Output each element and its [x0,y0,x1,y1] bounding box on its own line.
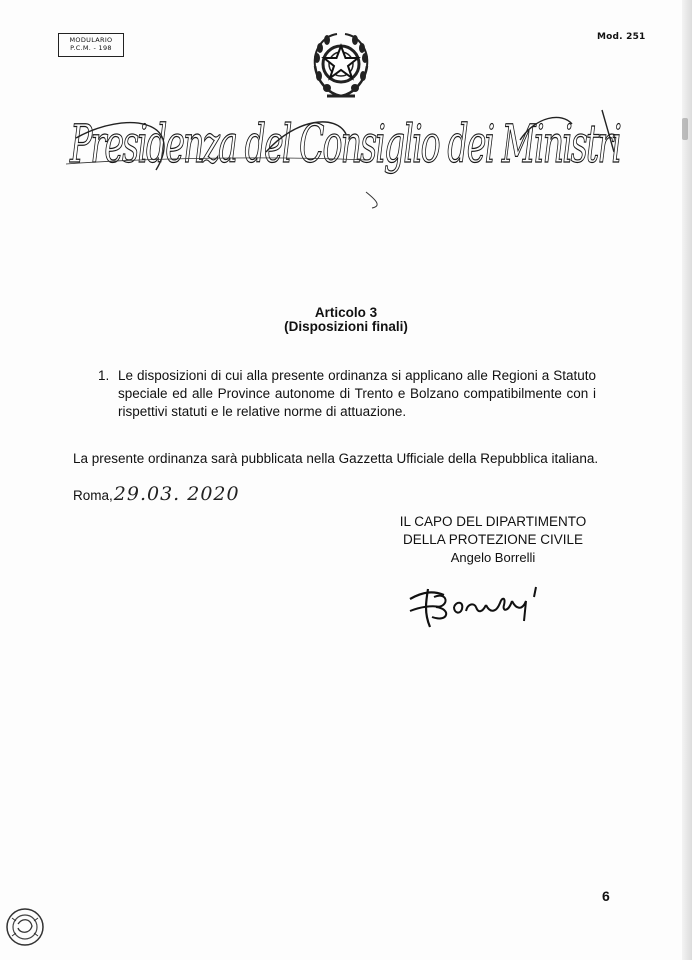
signatory-title-line2: DELLA PROTEZIONE CIVILE [402,532,584,547]
handwritten-signature [404,577,554,631]
place-date [73,483,240,505]
list-item-text: Le disposizioni di cui alla presente ordinanza si applicano alle Regioni a Statuto speciale ed alle Province autonome di Trento e Bolzano compatibilmente con i rispettivi statuti e le relative norme di attuazione. [118,368,596,419]
article-title: Articolo 3 [314,305,378,320]
signatory-title-line1: IL CAPO DEL DIPARTIMENTO [399,514,587,529]
model-number: Mod. 251 [597,32,646,42]
corner-seal-icon [4,906,46,948]
page-number: 6 [602,888,610,904]
signatory-block [380,513,606,567]
page-edge [682,0,692,960]
signatory-name: Angelo Borrelli [450,550,536,565]
handwritten-date: 29.03. 2020 [113,483,240,505]
publication-note: La presente ordinanza sarà pubblicata nella Gazzetta Ufficiale della Repubblica italiana. [73,451,599,466]
place: Roma, [73,488,113,503]
italian-republic-emblem-icon [307,28,375,102]
form-stamp-line1: MODULARIO [69,36,113,44]
form-stamp-line2: P.C.M. - 198 [70,44,112,52]
institution-heading [66,100,626,210]
institution-heading-text: Presidenza del Consiglio dei Ministri [69,115,621,175]
form-stamp [58,33,124,57]
list-item-number: 1. [98,368,110,383]
article-subtitle: (Disposizioni finali) [284,319,408,334]
page-edge-mark [682,118,688,140]
